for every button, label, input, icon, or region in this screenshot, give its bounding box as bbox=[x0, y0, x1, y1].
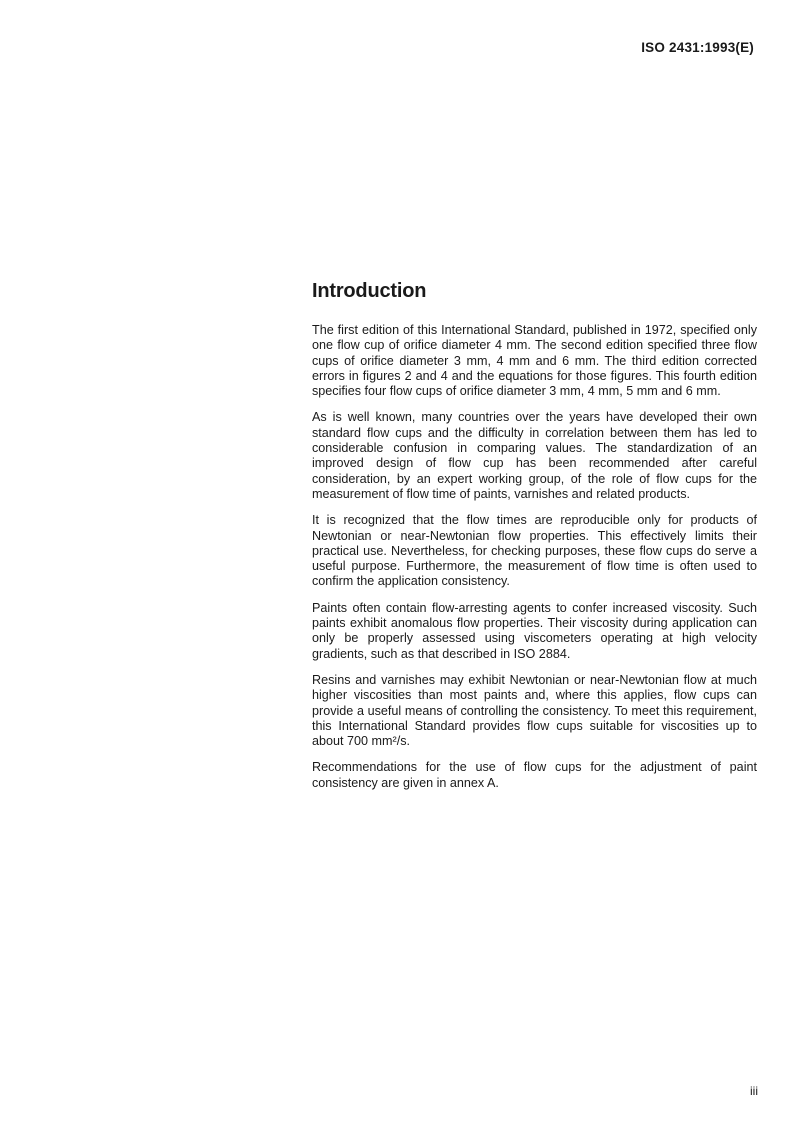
page-number: iii bbox=[750, 1084, 758, 1098]
introduction-section bbox=[312, 280, 757, 802]
section-title: Introduction bbox=[312, 280, 427, 302]
paragraph-background: As is well known, many countries over the years have developed their own standard flow cups and the difficulty in correlation between them has led to considerable confusion in comparing values. The standardization of an improved design of flow cup has been recommended after careful consideration, by an expert working group, of the role of flow cups for the measurement of flow time of paints, varnishes and related products. bbox=[312, 410, 757, 501]
paragraph-editions: The first edition of this International Standard, published in 1972, specified only one flow cup of orifice diameter 4 mm. The second edition specified three flow cups of orifice diameter 3 mm, 4 mm and 6 mm. The third edition corrected errors in figures 2 and 4 and the equations for those figures. This fourth edition specifies four flow cups of orifice diameter 3 mm, 4 mm, 5 mm and 6 mm. bbox=[312, 323, 757, 399]
document-reference: ISO 2431:1993(E) bbox=[641, 40, 754, 55]
paragraph-resins: Resins and varnishes may exhibit Newtonian or near-Newtonian flow at much higher viscosities than most paints and, where this applies, flow cups can provide a useful means of controlling the consistency. To meet this requirement, this International Standard provides flow cups suitable for viscosities up to about 700 mm²/s. bbox=[312, 672, 757, 749]
paragraph-reproducibility: It is recognized that the flow times are reproducible only for products of Newtonian or near-Newtonian flow properties. This effectively limits their practical use. Nevertheless, for checking purposes, these flow cups do serve a useful purpose. Furthermore, the measurement of flow time is often used to confirm the application consistency. bbox=[312, 513, 757, 589]
paragraph-paints: Paints often contain flow-arresting agents to confer increased viscosity. Such paints exhibit anomalous flow properties. Their viscosity during application can only be properly assessed using viscometers operating at high velocity gradients, such as that described in ISO 2884. bbox=[312, 600, 757, 661]
paragraph-annex: Recommendations for the use of flow cups for the adjustment of paint consistency are given in annex A. bbox=[312, 760, 757, 790]
